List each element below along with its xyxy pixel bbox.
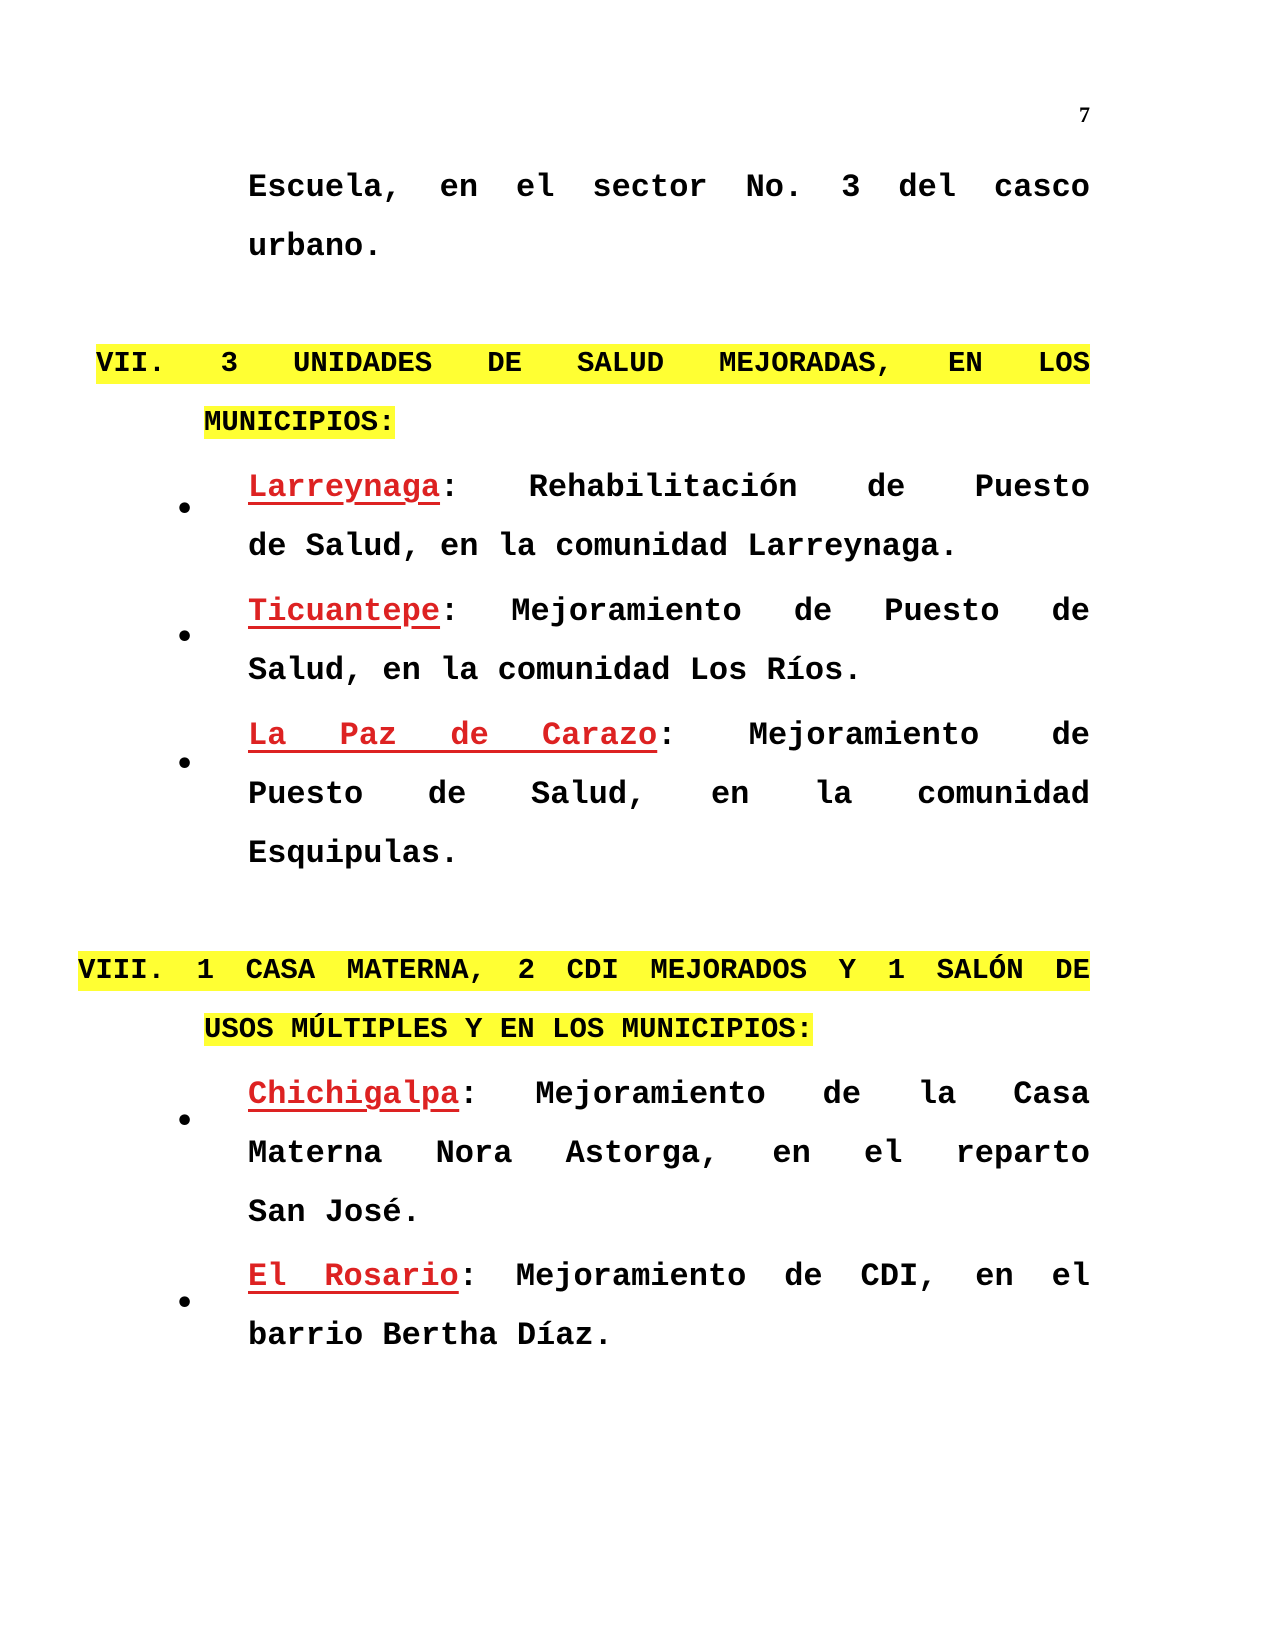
section-vii-heading-line-2: MUNICIPIOS: bbox=[204, 406, 396, 439]
list-item-ticuantepe-line-1 bbox=[248, 592, 1090, 632]
list-item-chichigalpa-line-3: San José. bbox=[248, 1194, 421, 1231]
municipality-name: Chichigalpa bbox=[248, 1076, 460, 1113]
bullet-icon: • bbox=[175, 747, 195, 782]
bullet-icon: • bbox=[175, 1286, 195, 1321]
section-viii-heading-line-2-wrap bbox=[204, 1010, 813, 1050]
page-number: 7 bbox=[1079, 102, 1090, 127]
municipality-name: El Rosario bbox=[248, 1258, 459, 1295]
list-item-el-rosario-line-2: barrio Bertha Díaz. bbox=[248, 1317, 613, 1354]
bullet-icon: • bbox=[175, 492, 195, 527]
list-item-la-paz-line-1 bbox=[248, 716, 1090, 756]
item-text: : Mejoramiento de bbox=[657, 717, 1090, 754]
list-item-la-paz-line-3: Esquipulas. bbox=[248, 835, 460, 872]
section-vii-heading-line-2-wrap bbox=[204, 403, 395, 443]
list-item-chichigalpa-line-1 bbox=[248, 1075, 1090, 1115]
list-item-la-paz-line-2: Puesto de Salud, en la comunidad bbox=[248, 776, 1090, 813]
bullet-icon: • bbox=[175, 1104, 195, 1139]
municipality-name: La Paz de Carazo bbox=[248, 717, 658, 754]
list-item-ticuantepe-line-2: Salud, en la comunidad Los Ríos. bbox=[248, 652, 863, 689]
list-item-el-rosario-line-1 bbox=[248, 1257, 1090, 1297]
municipality-name: Ticuantepe bbox=[248, 593, 441, 630]
item-text: : Mejoramiento de la Casa bbox=[459, 1076, 1090, 1113]
item-text: : Mejoramiento de CDI, en el bbox=[458, 1258, 1091, 1295]
item-text: : Rehabilitación de Puesto bbox=[440, 469, 1090, 506]
bullet-icon: • bbox=[175, 620, 195, 655]
list-item-chichigalpa-line-2: Materna Nora Astorga, en el reparto bbox=[248, 1135, 1090, 1172]
item-text: : Mejoramiento de Puesto de bbox=[440, 593, 1090, 630]
section-vii-heading-line-1: VII. 3 UNIDADES DE SALUD MEJORADAS, EN LOS bbox=[96, 344, 1090, 384]
section-viii-heading-line-2: USOS MÚLTIPLES Y EN LOS MUNICIPIOS: bbox=[204, 1013, 814, 1046]
municipality-name: Larreynaga bbox=[248, 469, 441, 506]
list-item-larreynaga-line-2: de Salud, en la comunidad Larreynaga. bbox=[248, 528, 959, 565]
section-viii-heading-line-1: VIII. 1 CASA MATERNA, 2 CDI MEJORADOS Y 1 SALÓN DE bbox=[78, 951, 1090, 991]
intro-line-1: Escuela, en el sector No. 3 del casco bbox=[248, 169, 1090, 206]
intro-line-2: urbano. bbox=[248, 228, 383, 265]
list-item-larreynaga-line-1 bbox=[248, 468, 1090, 508]
